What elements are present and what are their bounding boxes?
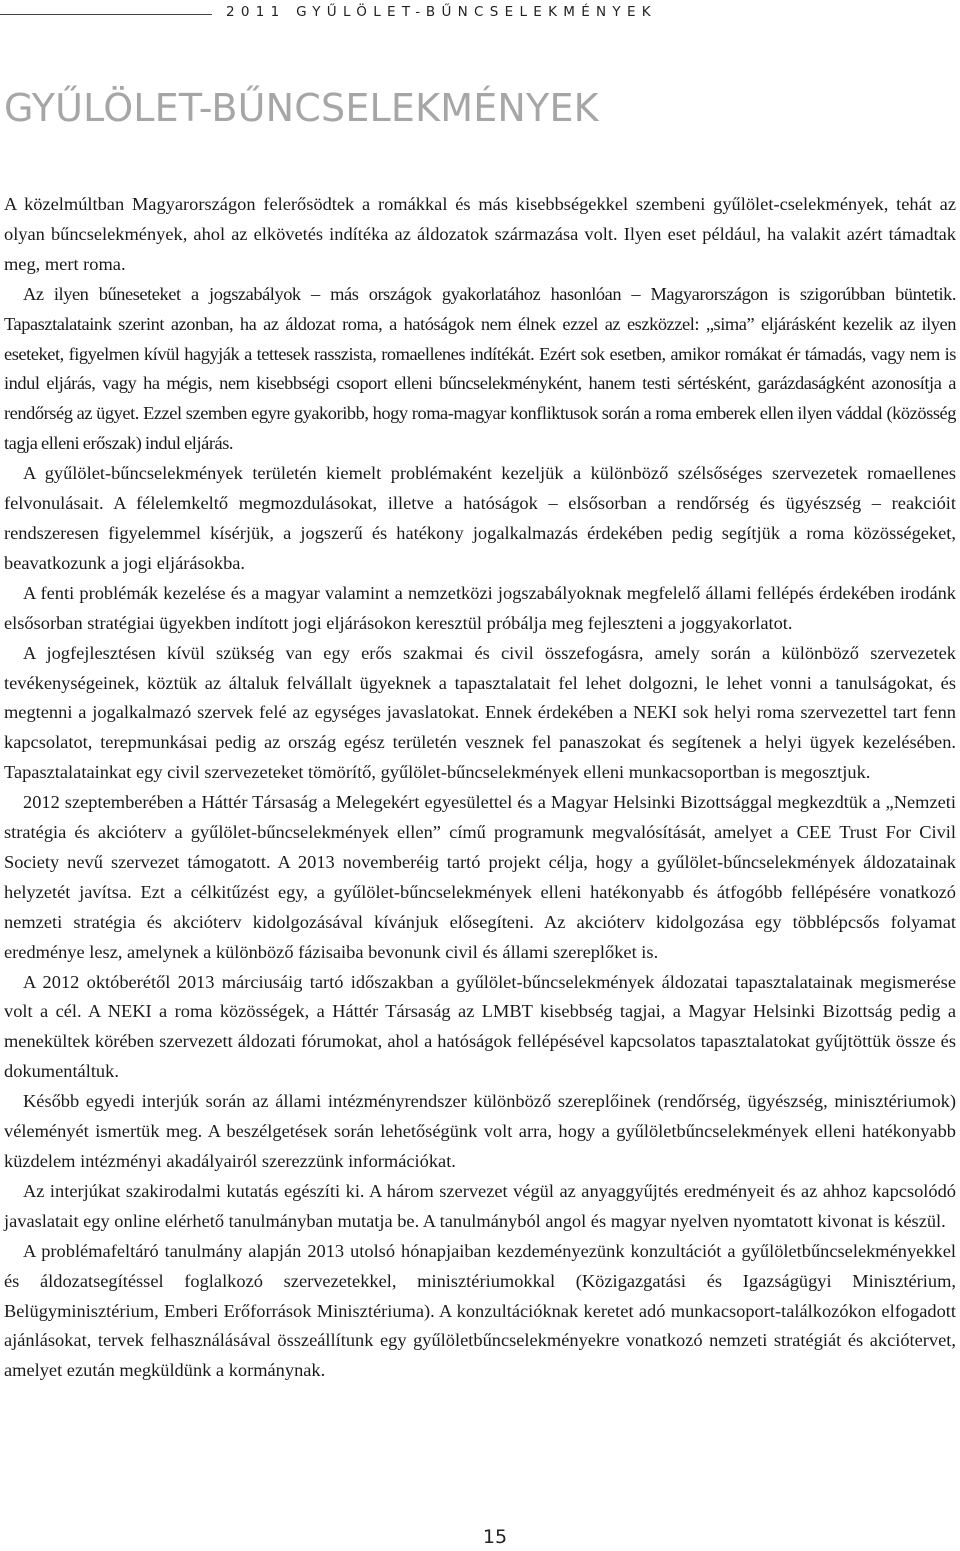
page-title: GYŰLÖLET-BŰNCSELEKMÉNYEK	[4, 86, 599, 130]
paragraph-1: A közelmúltban Magyarországon felerősödtek a romákkal és más kisebbségekkel szembeni gyűlölet-cselekmények, tehát az olyan bűncselekmények, ahol az elkövetés indítéka az áldozatok származása volt. Ilyen eset például, ha valakit azért támadtak meg, mert roma.	[4, 194, 956, 274]
paragraph-7: A 2012 októberétől 2013 márciusáig tartó időszakban a gyűlölet-bűncselekmények áldozatai tapasztalatainak megismerése volt a cél. A NEKI a roma közösségek, a Háttér Társaság az LMBT kisebbség tagjai, a Magyar Helsinki Bizottság pedig a menekültek körében szervezett áldozati fórumokat, ahol a hatóságok fellépésével kapcsolatos tapasztalatokat gyűjtöttük össze és dokumentáltuk.	[4, 971, 956, 1082]
paragraph-9: Az interjúkat szakirodalmi kutatás egészíti ki. A három szervezet végül az anyaggyűjtés eredményeit és az ahhoz kapcsolódó javaslatait egy online elérhető tanulmányban mutatja be. A tanulmányból angol és magyar nyelven nyomtatott kivonat is készül.	[4, 1180, 956, 1231]
paragraph-4: A fenti problémák kezelése és a magyar valamint a nemzetközi jogszabályoknak megfelelő állami fellépés érdekében irodánk elsősorban stratégiai ügyekben indított jogi eljárásokon keresztül próbálja meg fejleszteni a joggyakorlatot.	[4, 582, 956, 633]
paragraph-2: Az ilyen bűneseteket a jogszabályok – más országok gyakorlatához hasonlóan – Magyarországon is szigorúbban büntetik. Tapasztalataink szerint azonban, ha az áldozat roma, a hatóságok nem élnek ezzel az eszközzel: „sima” eljárásként kezelik az ilyen eseteket, figyelmen kívül hagyják a tettesek rasszista, romaellenes indítékát. Ezért sok esetben, amikor romákat ér támadás, vagy nem is indul eljárás, vagy ha mégis, nem kisebbségi csoport elleni bűncselekményként, hanem testi sértésként, garázdaságként azonosítja a rendőrség az ügyet. Ezzel szemben egyre gyakoribb, hogy roma-magyar konfliktusok során a roma emberek ellen ilyen váddal (közösség tagja elleni erőszak) indul eljárás.	[4, 283, 956, 454]
header-rule	[0, 14, 212, 15]
running-head	[0, 4, 960, 24]
paragraph-6: 2012 szeptemberében a Háttér Társaság a Melegekért egyesülettel és a Magyar Helsinki Bizottsággal megkezdtük a „Nemzeti stratégia és akcióterv a gyűlölet-bűncselekmények ellen” című programunk megvalósítását, amelyet a CEE Trust For Civil Society nevű szervezet támogatott. A 2013 novemberéig tartó projekt célja, hogy a gyűlölet-bűncselekmények áldozatainak helyzetét javítsa. Ezt a célkitűzést egy, a gyűlölet-bűncselekmények elleni hatékonyabb és átfogóbb fellépésére vonatkozó nemzeti stratégia és akcióterv kidolgozásával kívánjuk elősegíteni. Az akcióterv kidolgozása egy többlépcsős folyamat eredménye lesz, amelynek a különböző fázisaiba bevonunk civil és állami szereplőket is.	[4, 792, 956, 962]
paragraph-10: A problémafeltáró tanulmány alapján 2013 utolsó hónapjaiban kezdeményezünk konzultációt a gyűlöletbűncselekményekkel és áldozatsegítéssel foglalkozó szervezetekkel, minisztériumokkal (Közigazgatási és Igazságügyi Minisztérium, Belügyminisztérium, Emberi Erőforrások Minisztériuma). A konzultációknak keretet adó munkacsoport-találkozókon elfogadott ajánlásokat, tervek felhasználásával összeállítunk egy gyűlöletbűncselekményekre vonatkozó nemzeti stratégiát és akciótervet, amelyet ezután megküldünk a kormánynak.	[4, 1240, 956, 1381]
paragraph-8: Később egyedi interjúk során az állami intézményrendszer különböző szereplőinek (rendőrség, ügyészség, minisztériumok) véleményét ismertük meg. A beszélgetések során lehetőségünk volt arra, hogy a gyűlöletbűncselekmények elleni hatékonyabb küzdelem intézményi akadályairól szerezzünk információkat.	[4, 1091, 956, 1171]
paragraph-5: A jogfejlesztésen kívül szükség van egy erős szakmai és civil összefogásra, amely során a különböző szervezetek tevékenységeinek, köztük az általuk felvállalt ügyeknek a tapasztalatait fel lehet dolgozni, le lehet vonni a tanulságokat, és megtenni a jogalkalmazó szervek felé az egységes javaslatokat. Ennek érdekében a NEKI sok helyi roma szervezettel tart fenn kapcsolatot, terepmunkásai pedig az ország egész területén vesznek fel panaszokat és segítenek a helyi ügyek kezelésében. Tapasztalatainkat egy civil szervezeteket tömörítő, gyűlölet-bűncselekmények elleni munkacsoportban is megosztjuk.	[4, 642, 956, 783]
paragraph-3: A gyűlölet-bűncselekmények területén kiemelt problémaként kezeljük a különböző szélsőséges szervezetek romaellenes felvonulásait. A félelemkeltő megmozdulásokat, illetve a hatóságok – elsősorban a rendőrség és ügyészség – reakcióit rendszeresen figyelemmel kísérjük, a jogszerű és hatékony jogalkalmazás érdekében pedig segítjük a roma közösségeket, beavatkozunk a jogi eljárásokba.	[4, 463, 956, 573]
page-number: 15	[482, 1526, 508, 1548]
body-text	[4, 190, 956, 1386]
running-head-text: 2011 GYŰLÖLET-BŰNCSELEKMÉNYEK	[226, 4, 657, 20]
